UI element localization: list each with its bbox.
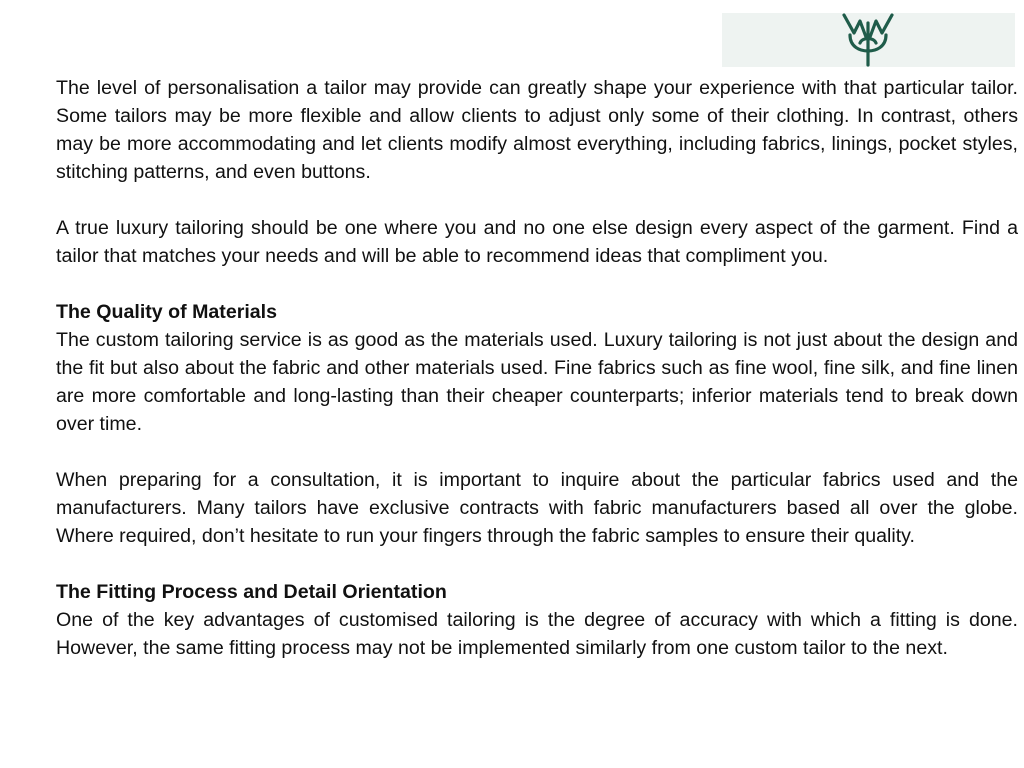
- heading-quality-of-materials: The Quality of Materials: [56, 301, 278, 323]
- logo-banner: [722, 13, 1015, 67]
- paragraph-luxury-tailoring: A true luxury tailoring should be one where you and no one else design every aspect of the garment. Find a tailor that matches your needs and will be able to recommend ideas that compliment you.: [56, 217, 1018, 267]
- paragraph-materials: The custom tailoring service is as good as the materials used. Luxury tailoring is not just about the design and the fit but also about the fabric and other materials used. Fine fabrics such as fine wool, fine silk, and fine linen are more comfortable and long-lasting than their cheaper counterparts; inferior materials tend to break down over time.: [56, 329, 1018, 435]
- paragraph-fitting: One of the key advantages of customised tailoring is the degree of accuracy with which a fitting is done. However, the same fitting process may not be implemented similarly from one custom tailor to the next.: [56, 609, 1018, 659]
- heading-fitting-process: The Fitting Process and Detail Orientation: [56, 581, 447, 603]
- article-body: [56, 74, 1018, 662]
- paragraph-personalisation: The level of personalisation a tailor may provide can greatly shape your experience with that particular tailor. Some tailors may be more flexible and allow clients to adjust only some of their clothing. In contrast, others may be more accommodating and let clients modify almost everything, including fabrics, linings, pocket styles, stitching patterns, and even buttons.: [56, 77, 1018, 183]
- monogram-logo-icon: [840, 13, 896, 67]
- paragraph-consultation: When preparing for a consultation, it is important to inquire about the particular fabrics used and the manufacturers. Many tailors have exclusive contracts with fabric manufacturers based all over the globe. Where required, don’t hesitate to run your fingers through the fabric samples to ensure their quality.: [56, 469, 1018, 547]
